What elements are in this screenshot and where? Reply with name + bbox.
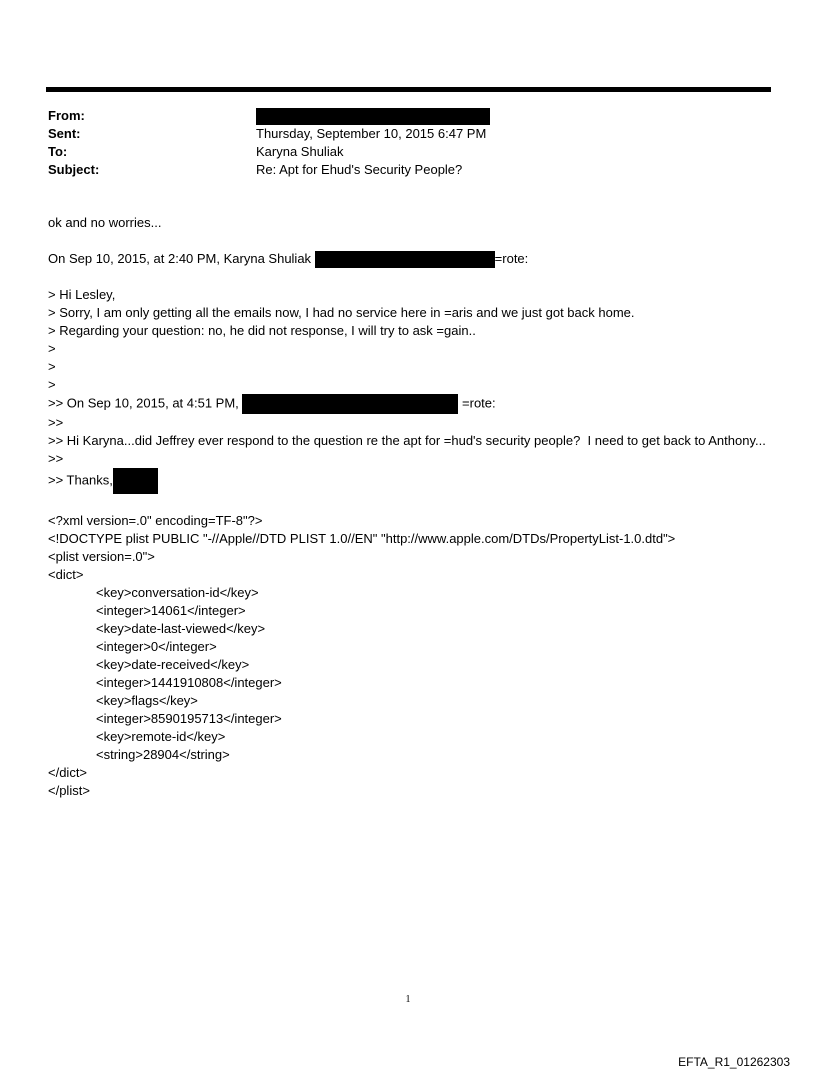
- quoted-line: > Sorry, I am only getting all the emails now, I had no service here in =aris and we just got back home.: [48, 305, 635, 321]
- email-header: [48, 107, 768, 179]
- plist-entry: <key>date-last-viewed</key>: [96, 621, 266, 637]
- bates-number: EFTA_R1_01262303: [678, 1055, 790, 1069]
- sent-value: Thursday, September 10, 2015 6:47 PM: [256, 126, 487, 141]
- quoted-line: >>: [48, 415, 64, 431]
- plist-entry: <key>date-received</key>: [96, 657, 250, 673]
- dict-close-tag: </dict>: [48, 765, 88, 781]
- subject-value: Re: Apt for Ehud's Security People?: [256, 162, 463, 177]
- quoted-line: >: [48, 359, 56, 375]
- plist-open-tag: <plist version=.0">: [48, 549, 155, 565]
- reply-intro-suffix: =rote:: [494, 251, 529, 266]
- plist-entry: <key>remote-id</key>: [96, 729, 226, 745]
- quoted-intro-text: >> On Sep 10, 2015, at 4:51 PM,: [48, 395, 243, 411]
- from-value-redacted: [256, 107, 490, 125]
- redaction-bar: [256, 108, 490, 125]
- plist-entry: <string>28904</string>: [96, 747, 230, 763]
- body-line: ok and no worries...: [48, 215, 162, 230]
- to-value: Karyna Shuliak: [256, 144, 344, 159]
- from-row: [48, 107, 768, 125]
- plist-entry: <integer>1441910808</integer>: [96, 675, 282, 691]
- quoted-signoff: [48, 468, 768, 494]
- reply-intro: [48, 250, 768, 268]
- to-label: To:: [48, 144, 68, 159]
- email-body: [48, 214, 768, 800]
- plist-entry: <integer>14061</integer>: [96, 603, 246, 619]
- quoted-line: >: [48, 341, 56, 357]
- quoted-signoff-text: >> Thanks,: [48, 472, 113, 488]
- plist-doctype: <!DOCTYPE plist PUBLIC "-//Apple//DTD PLIST 1.0//EN" "http://www.apple.com/DTDs/PropertyList-1.0.dtd">: [48, 531, 676, 547]
- quoted-line: >>: [48, 451, 64, 467]
- dict-open-tag: <dict>: [48, 567, 84, 583]
- subject-label: Subject:: [48, 162, 100, 177]
- header-rule: [46, 87, 771, 92]
- plist-entry: <key>conversation-id</key>: [96, 585, 259, 601]
- redaction-bar: [315, 251, 495, 268]
- quoted-line: >> Hi Karyna...did Jeffrey ever respond to the question re the apt for =hud's security people? I need to get back to Anthony...: [48, 433, 766, 449]
- redaction-bar: [242, 394, 458, 414]
- from-label: From:: [48, 108, 85, 123]
- quoted-line: > Hi Lesley,: [48, 287, 116, 303]
- redaction-bar: [113, 468, 158, 494]
- to-row: [48, 143, 768, 161]
- subject-row: [48, 161, 768, 179]
- page-number: 1: [405, 994, 411, 1005]
- plist-entry: <key>flags</key>: [96, 693, 198, 709]
- plist-xml-declaration: <?xml version=.0" encoding=TF-8"?>: [48, 513, 263, 529]
- plist-entry: <integer>0</integer>: [96, 639, 217, 655]
- plist-entry: <integer>8590195713</integer>: [96, 711, 282, 727]
- quoted-line: >: [48, 377, 56, 393]
- quoted-intro-suffix: =rote:: [458, 395, 496, 411]
- sent-row: [48, 125, 768, 143]
- reply-intro-text: On Sep 10, 2015, at 2:40 PM, Karyna Shuliak: [48, 251, 315, 266]
- plist-close-tag: </plist>: [48, 783, 90, 799]
- sent-label: Sent:: [48, 126, 81, 141]
- quoted-intro: [48, 394, 768, 414]
- quoted-line: > Regarding your question: no, he did not response, I will try to ask =gain..: [48, 323, 476, 339]
